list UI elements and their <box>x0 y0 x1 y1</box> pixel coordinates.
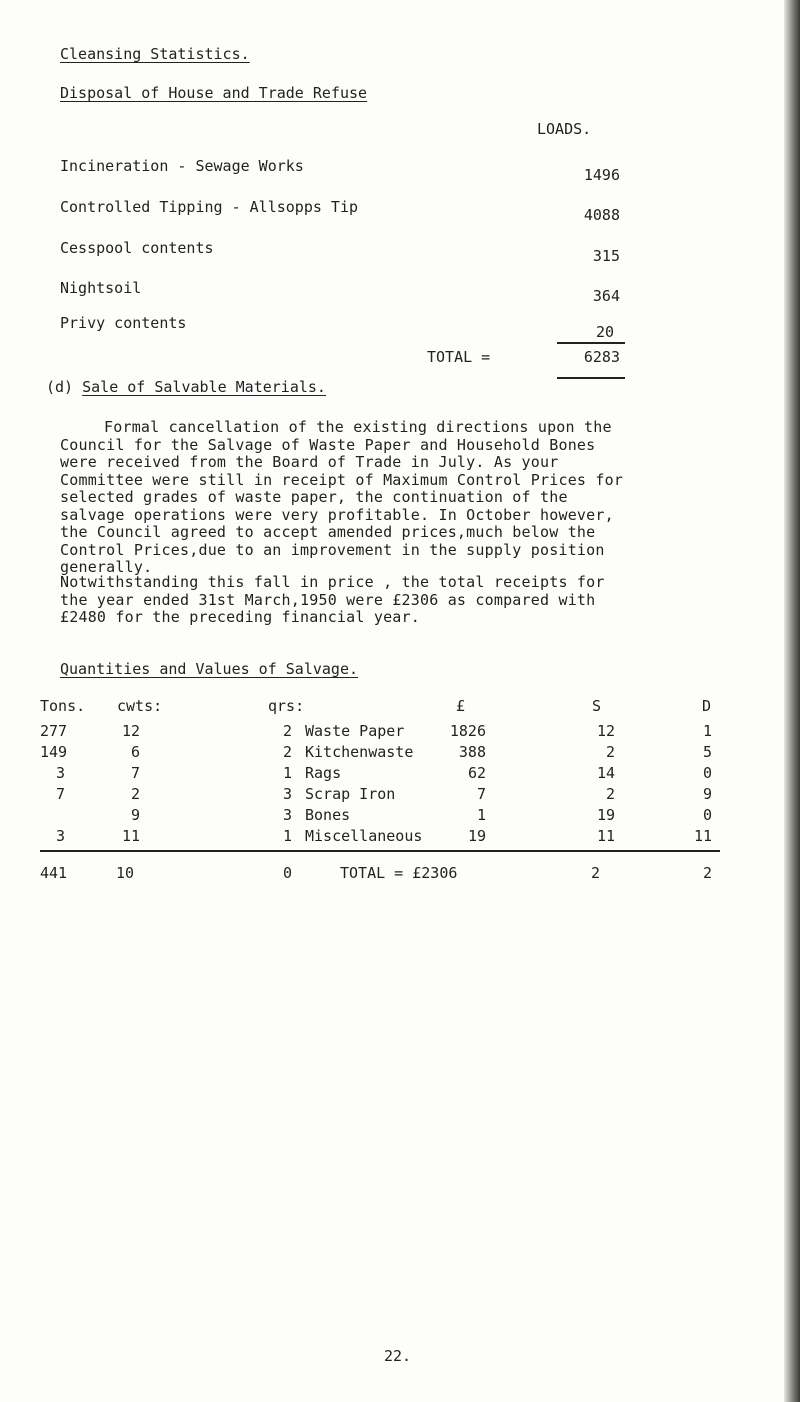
pence-cell: 11 <box>693 827 712 845</box>
shillings-cell: 2 <box>605 743 615 761</box>
section-heading-text: Sale of Salvable Materials. <box>82 378 326 396</box>
pounds-cell: 388 <box>458 743 486 761</box>
qrs-cell: 1 <box>282 764 292 782</box>
section-subtitle: Disposal of House and Trade Refuse <box>60 84 368 102</box>
shillings-cell: 12 <box>596 722 615 740</box>
pounds-cell: 1 <box>476 806 486 824</box>
col-header-qrs: qrs: <box>268 697 305 715</box>
shillings-cell: 19 <box>596 806 615 824</box>
col-header-shillings: S <box>592 697 602 715</box>
disposal-row-value: 364 <box>592 287 620 305</box>
pence-cell: 5 <box>702 743 712 761</box>
total-shillings: 2 <box>590 864 600 882</box>
shillings-cell: 2 <box>605 785 615 803</box>
cwts-cell: 11 <box>121 827 140 845</box>
total-pence: 2 <box>702 864 712 882</box>
pounds-cell: 7 <box>476 785 486 803</box>
tons-cell: 7 <box>56 785 66 803</box>
tons-cell: 277 <box>40 722 68 740</box>
cwts-cell: 9 <box>130 806 140 824</box>
page-edge-shadow <box>784 0 800 1402</box>
page-number: 22. <box>384 1347 412 1365</box>
cwts-cell: 2 <box>130 785 140 803</box>
disposal-row-label: Controlled Tipping - Allsopps Tip <box>60 198 359 216</box>
col-header-cwts: cwts: <box>117 697 163 715</box>
section-heading <box>46 378 326 396</box>
item-cell: Rags <box>305 764 342 782</box>
qrs-cell: 1 <box>282 827 292 845</box>
cwts-cell: 7 <box>130 764 140 782</box>
item-cell: Waste Paper <box>305 722 405 740</box>
disposal-row-label: Cesspool contents <box>60 239 214 257</box>
pence-cell: 0 <box>702 806 712 824</box>
subtotal-rule <box>557 342 625 344</box>
item-cell: Scrap Iron <box>305 785 396 803</box>
paragraph-cancellation: Formal cancellation of the existing directions upon the Council for the Salvage of Waste Paper and Household Bones were received from the Board of Trade in July. As your Committee were still in receipt of Maximum Control Prices for selected grades of waste paper, the continuation of the salvage operations were very profitable. In October however, the Council agreed to accept amended prices,much below the Control Prices,due to an improvement in the supply position generally. <box>60 418 624 576</box>
cwts-cell: 6 <box>130 743 140 761</box>
total-tons: 441 <box>40 864 68 882</box>
shillings-cell: 11 <box>596 827 615 845</box>
col-header-tons: Tons. <box>40 697 86 715</box>
total-cwts: 10 <box>115 864 134 882</box>
disposal-total-value: 6283 <box>583 348 620 366</box>
qrs-cell: 3 <box>282 806 292 824</box>
col-header-pounds: £ <box>456 697 466 715</box>
pounds-cell: 19 <box>467 827 486 845</box>
tons-cell: 149 <box>40 743 68 761</box>
total-rule <box>557 377 625 379</box>
salvage-total-rule <box>40 850 720 852</box>
disposal-row-value: 315 <box>592 247 620 265</box>
page-title: Cleansing Statistics. <box>60 45 250 63</box>
item-cell: Kitchenwaste <box>305 743 414 761</box>
qrs-cell: 2 <box>282 743 292 761</box>
tons-cell: 3 <box>56 764 66 782</box>
qrs-cell: 2 <box>282 722 292 740</box>
item-cell: Bones <box>305 806 351 824</box>
disposal-total-label: TOTAL = <box>427 348 491 366</box>
disposal-row-label: Privy contents <box>60 314 187 332</box>
disposal-row-value: 4088 <box>583 206 620 224</box>
paragraph-receipts: Notwithstanding this fall in price , the total receipts for the year ended 31st March,1950 were £2306 as compared with £2480 for the preceding financial year. <box>60 573 605 626</box>
pence-cell: 9 <box>702 785 712 803</box>
total-qrs: 0 <box>282 864 292 882</box>
pounds-cell: 1826 <box>449 722 486 740</box>
disposal-row-value: 1496 <box>583 166 620 184</box>
loads-column-header: LOADS. <box>537 120 592 138</box>
qrs-cell: 3 <box>282 785 292 803</box>
disposal-row-label: Nightsoil <box>60 279 142 297</box>
disposal-row-label: Incineration - Sewage Works <box>60 157 304 175</box>
salvage-heading: Quantities and Values of Salvage. <box>60 660 359 678</box>
pence-cell: 1 <box>702 722 712 740</box>
total-label: TOTAL = £2306 <box>340 864 458 882</box>
pounds-cell: 62 <box>467 764 486 782</box>
shillings-cell: 14 <box>596 764 615 782</box>
col-header-pence: D <box>702 697 712 715</box>
disposal-row-value: 20 <box>595 323 614 341</box>
pence-cell: 0 <box>702 764 712 782</box>
section-heading-prefix: (d) <box>46 378 74 396</box>
cwts-cell: 12 <box>121 722 140 740</box>
item-cell: Miscellaneous <box>305 827 423 845</box>
tons-cell: 3 <box>56 827 66 845</box>
